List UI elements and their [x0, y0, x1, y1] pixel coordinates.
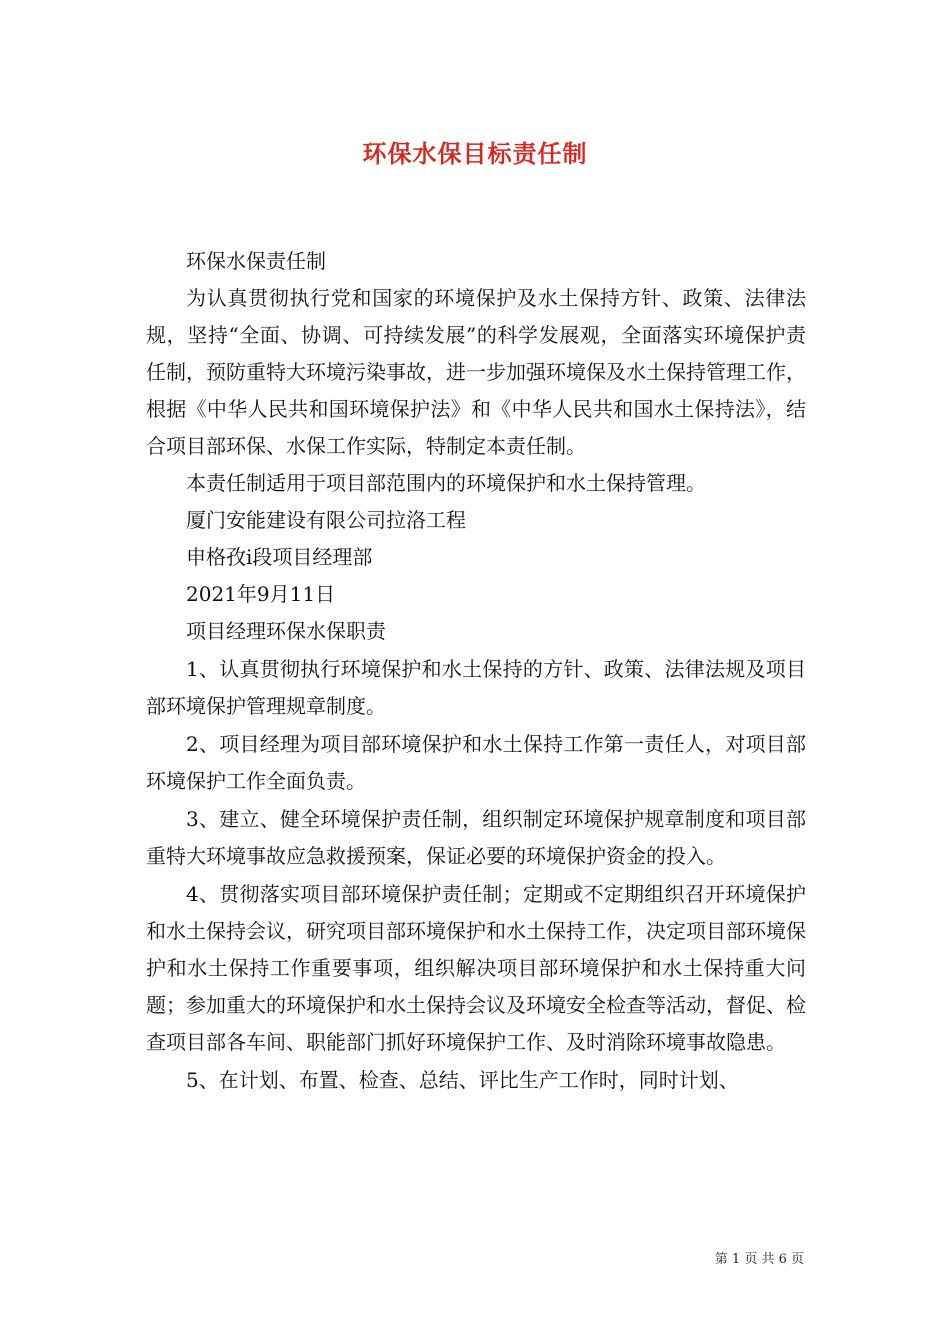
paragraph-scope: 本责任制适用于项目部范围内的环境保护和水土保持管理。 [186, 471, 706, 495]
paragraph-item-1: 1、认真贯彻执行环境保护和水土保持的方针、政策、法律法规及项目部环境保护管理规章制度。 [146, 657, 806, 718]
paragraph-heading: 环保水保责任制 [186, 249, 326, 273]
paragraph-date: 2021年9月11日 [186, 582, 336, 606]
document-body [146, 243, 806, 1099]
paragraph-intro: 为认真贯彻执行党和国家的环境保护及水土保持方针、政策、法律法规，坚持“全面、协调、可持续发展”的科学发展观，全面落实环境保护责任制，预防重特大环境污染事故，进一步加强环境保及水土保持管理工作，根据《中华人民共和国环境保护法》和《中华人民共和国水土保持法》，结合项目部环保、水保工作实际，特制定本责任制。 [146, 286, 806, 458]
page-number: 第 1 页 共 6 页 [714, 1252, 804, 1267]
paragraph-item-4: 4、贯彻落实项目部环境保护责任制；定期或不定期组织召开环境保护和水土保持会议，研究项目部环境保护和水土保持工作，决定项目部环境保护和水土保持工作重要事项，组织解决项目部环境保护和水土保持重大问题；参加重大的环境保护和水土保持会议及环境安全检查等活动，督促、检查项目部各车间、职能部门抓好环境保护工作、及时消除环境事故隐患。 [146, 882, 806, 1054]
document-title: 环保水保目标责任制 [362, 140, 588, 168]
paragraph-department: 申格孜ⅰ段项目经理部 [186, 545, 373, 569]
paragraph-company: 厦门安能建设有限公司拉洛工程 [186, 508, 466, 532]
paragraph-item-5: 5、在计划、布置、检查、总结、评比生产工作时，同时计划、 [186, 1068, 739, 1092]
paragraph-item-3: 3、建立、健全环境保护责任制，组织制定环境保护规章制度和项目部重特大环境事故应急救援预案，保证必要的环境保护资金的投入。 [146, 807, 806, 868]
paragraph-section-heading: 项目经理环保水保职责 [186, 619, 386, 643]
paragraph-item-2: 2、项目经理为项目部环境保护和水土保持工作第一责任人，对项目部环境保护工作全面负责。 [146, 732, 806, 793]
